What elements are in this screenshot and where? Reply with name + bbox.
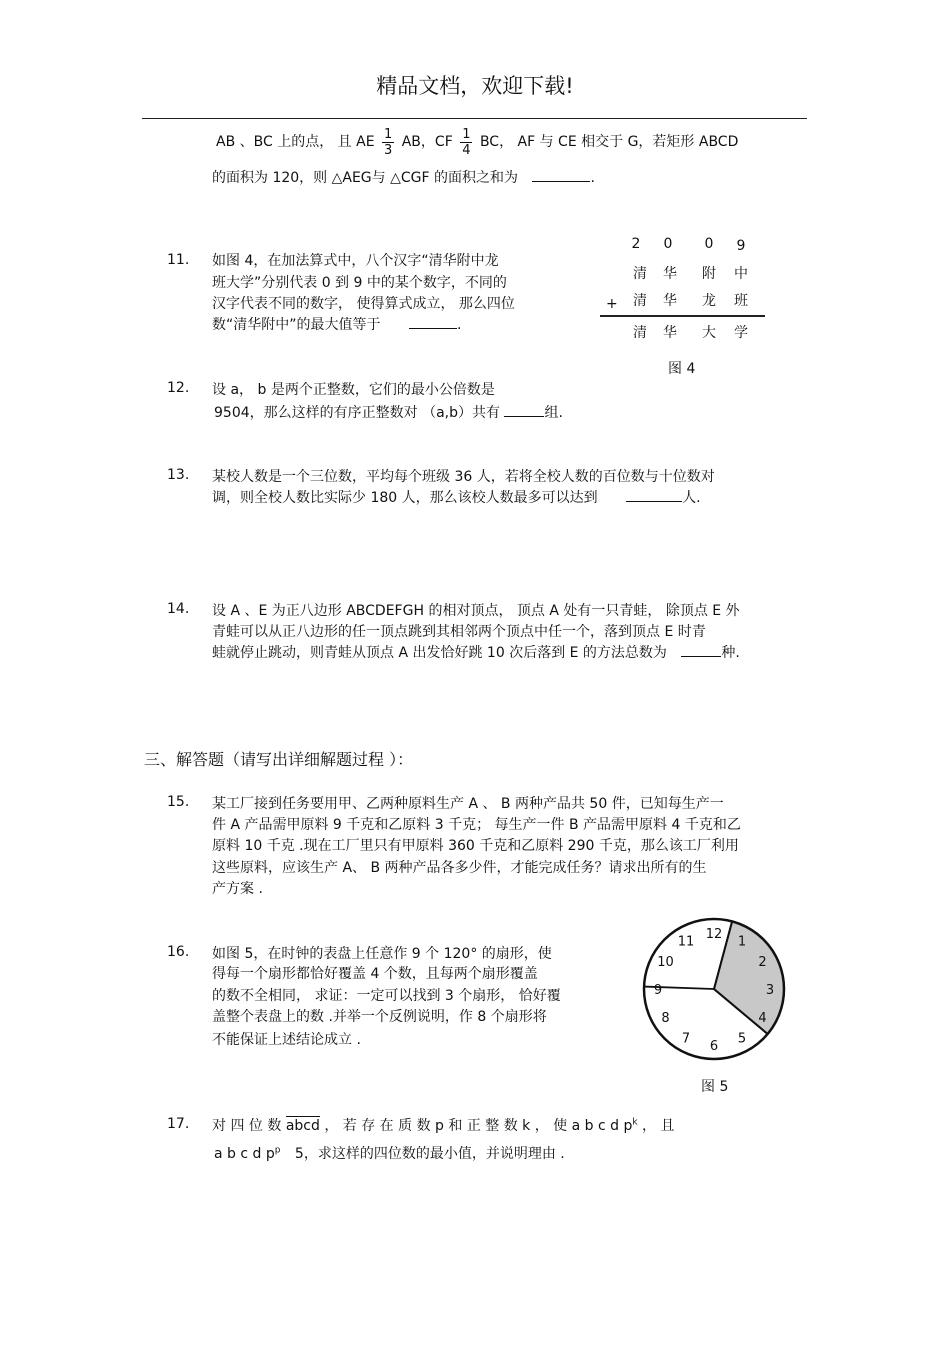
q17-line2	[214, 1143, 565, 1163]
clock-number: 7	[681, 1031, 691, 1047]
figure-caption: 图 4	[668, 361, 696, 377]
grid-cell: 大	[702, 325, 716, 341]
q17-text-2: ， 若 存 在 质 数 p 和 正 整 数 k ， 使 a b c d p	[324, 1118, 633, 1134]
q15-line2: 件 A 产品需甲原料 9 千克和乙原料 3 千克； 每生产一件 B 产品需甲原料 4 千克和乙	[212, 817, 741, 833]
grid-cell: 中	[734, 266, 748, 282]
grid-cell: 华	[663, 325, 677, 341]
q15-line1: 某工厂接到任务要用甲、乙两种原料生产 A 、 B 两种产品共 50 件，已知每生产一	[212, 796, 724, 812]
clock-number: 5	[737, 1031, 747, 1047]
q15-line3: 原料 10 千克 .现在工厂里只有甲原料 360 千克和乙原料 290 千克，那么该工厂利用	[212, 838, 739, 854]
q11-line4-text: 数“清华附中”的最大值等于	[212, 317, 381, 333]
sum-rule	[600, 315, 765, 317]
q16-line2: 得每一个扇形都恰好覆盖 4 个数，且每两个扇形覆盖	[212, 966, 538, 982]
q17-text-4: a b c d p	[214, 1146, 275, 1162]
figure-caption: 图 5	[701, 1079, 729, 1095]
grid-cell: 学	[734, 325, 748, 341]
grid-cell: 班	[734, 293, 748, 309]
clock-number: 8	[661, 1011, 670, 1026]
q10-text-1: AB 、BC 上的点， 且 AE	[216, 134, 375, 150]
frac1-num: 1	[384, 126, 393, 142]
q17-text-1: 对 四 位 数	[212, 1118, 282, 1134]
clock-number: 9	[653, 983, 663, 998]
grid-cell: 附	[702, 266, 716, 282]
overline-abcd: abcd	[285, 1118, 320, 1134]
q13-line1: 某校人数是一个三位数，平均每个班级 36 人，若将全校人数的百位数与十位数对	[212, 469, 715, 485]
q17-text-5: 5，求这样的四位数的最小值，并说明理由 .	[294, 1146, 565, 1162]
grid-cell: 龙	[702, 293, 716, 309]
frac2-den: 4	[462, 142, 471, 158]
answer-blank[interactable]	[532, 169, 590, 182]
shaded-sector	[714, 921, 784, 1034]
q16-line3: 的数不全相同， 求证：一定可以找到 3 个扇形， 恰好覆	[212, 988, 561, 1004]
q14-line1: 设 A 、E 为正八边形 ABCDEFGH 的相对顶点， 顶点 A 处有一只青蛙， 除顶点 E 外	[212, 603, 740, 619]
q15-line5: 产方案 .	[212, 881, 263, 897]
q10-text-2: AB，CF	[401, 134, 453, 150]
q10-text-4: 的面积为 120，则 △AEG与 △CGF 的面积之和为	[212, 170, 519, 186]
q16-line4: 盖整个表盘上的数 .并举一个反例说明，作 8 个扇形将	[212, 1009, 547, 1025]
clock-number: 11	[677, 934, 695, 950]
answer-blank[interactable]	[626, 489, 682, 502]
q10-text-3: BC， AF 与 CE 相交于 G，若矩形 ABCD	[479, 134, 739, 150]
q11-line3: 汉字代表不同的数字， 使得算式成立， 那么四位	[212, 296, 515, 312]
grid-cell: 华	[663, 293, 677, 309]
grid-cell: 2	[631, 236, 641, 252]
fraction-one-third	[382, 127, 394, 158]
question-number: 14.	[167, 601, 190, 617]
fraction-one-fourth	[460, 127, 472, 158]
q13-line2	[212, 487, 701, 507]
page-header-title: 精品文档，欢迎下载!	[376, 74, 574, 98]
q15-line4: 这些原料，应该生产 A、 B 两种产品各多少件，才能完成任务？请求出所有的生	[212, 860, 707, 876]
q16-line5: 不能保证上述结论成立 .	[212, 1032, 361, 1048]
q13-line2-text: 调，则全校人数比实际少 180 人，那么该校人数最多可以达到	[212, 490, 598, 506]
q16-line1: 如图 5，在时钟的表盘上任意作 9 个 120° 的扇形，使	[212, 946, 552, 962]
grid-cell: 清	[633, 266, 647, 282]
q17-text-3: ， 且	[642, 1118, 675, 1134]
q14-unit: 种.	[721, 645, 740, 661]
header-rule	[142, 118, 807, 119]
q17-line1	[212, 1115, 675, 1135]
q12-unit: 组.	[544, 405, 563, 421]
q10-line1	[216, 124, 738, 160]
clock-number: 10	[657, 955, 674, 970]
q11-line4	[212, 314, 461, 334]
answer-blank[interactable]	[409, 316, 457, 329]
clock-number: 4	[758, 1011, 767, 1026]
q11-line2: 班大学”分别代表 0 到 9 中的某个数字，不同的	[212, 275, 507, 291]
q13-unit: 人.	[682, 490, 701, 506]
question-number: 12.	[167, 380, 190, 396]
clock-number: 3	[765, 983, 775, 998]
figure-5-clock	[640, 914, 788, 1064]
grid-cell: 9	[736, 238, 746, 254]
question-number: 13.	[167, 467, 190, 483]
grid-cell: 清	[633, 325, 647, 341]
answer-blank[interactable]	[504, 404, 544, 417]
grid-cell: 华	[663, 266, 677, 282]
clock-number: 1	[737, 934, 747, 950]
grid-cell: 0	[663, 236, 673, 252]
superscript-p: p	[274, 1145, 281, 1156]
frac2-num: 1	[462, 126, 471, 142]
grid-cell: 0	[704, 236, 714, 252]
question-number: 15.	[167, 794, 190, 810]
q10-period: .	[590, 170, 595, 186]
q14-line3-text: 蛙就停止跳动，则青蛙从顶点 A 出发恰好跳 10 次后落到 E 的方法总数为	[212, 645, 667, 661]
section-title: 三、解答题（请写出详细解题过程 ）：	[144, 750, 414, 769]
q14-line3	[212, 642, 740, 662]
question-number: 17.	[167, 1116, 190, 1132]
q12-line1: 设 a， b 是两个正整数，它们的最小公倍数是	[212, 382, 495, 398]
clock-number: 6	[709, 1039, 719, 1054]
answer-blank[interactable]	[681, 644, 721, 657]
plus-sign: +	[606, 296, 618, 312]
superscript-k: k	[632, 1117, 638, 1128]
clock-number: 2	[758, 955, 767, 970]
frac1-den: 3	[384, 142, 393, 158]
clock-number: 12	[705, 927, 723, 942]
q12-line2-text: 9504，那么这样的有序正整数对 （a,b）共有	[214, 405, 500, 421]
q10-line2	[212, 167, 595, 187]
grid-cell: 清	[633, 293, 647, 309]
q11-period: .	[456, 317, 462, 333]
question-number: 16.	[167, 944, 190, 960]
q12-line2	[214, 402, 563, 422]
q11-line1: 如图 4，在加法算式中，八个汉字“清华附中龙	[212, 253, 499, 269]
question-number: 11.	[167, 252, 190, 268]
q14-line2: 青蛙可以从正八边形的任一顶点跳到其相邻两个顶点中任一个，落到顶点 E 时青	[212, 624, 706, 640]
